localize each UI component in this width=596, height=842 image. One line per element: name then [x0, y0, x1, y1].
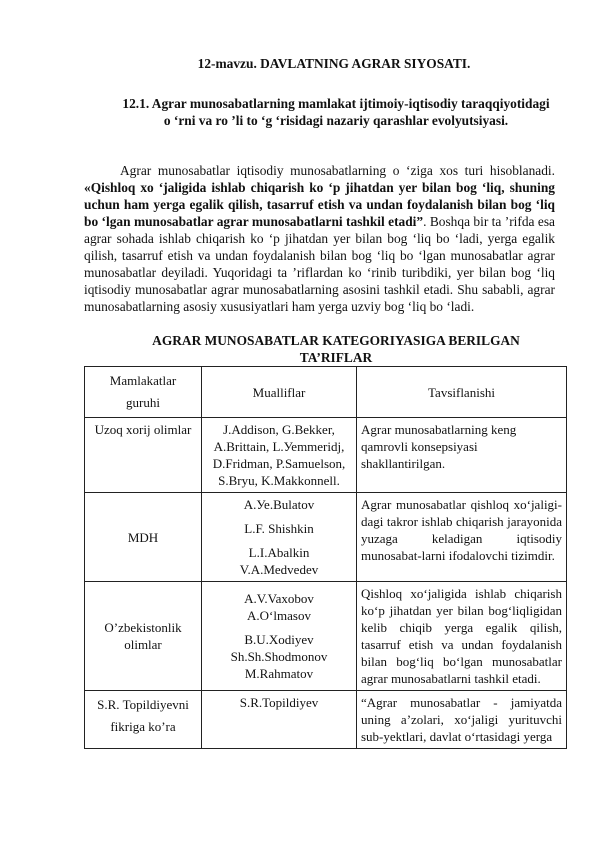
- author-name: V.A.Medvedev: [239, 562, 319, 577]
- paragraph-start: Agrar munosabatlar iqtisodiy munosabatlarning o ‘ziga xos turi hisoblanadi.: [120, 163, 555, 178]
- row-authors: [202, 493, 357, 582]
- table-header-row: [85, 367, 567, 418]
- author-name: L.I.Abalkin: [248, 545, 310, 560]
- author-name: A.V.Vaxobov: [244, 591, 314, 606]
- intro-paragraph: [84, 162, 555, 315]
- table-row: [85, 582, 567, 691]
- row-group: MDH: [85, 493, 202, 582]
- row-description: “Agrar munosabatlar - jamiyatda uning a’zolari, xo‘jaligi yurituvchi sub-yektlari, davlat o‘rtasidagi yerga: [357, 691, 567, 749]
- author-name: A.Уе.Bulatov: [243, 497, 315, 512]
- row-authors: [202, 582, 357, 691]
- page-heading: 12-mavzu. DAVLATNING AGRAR SIYOSATI.: [197, 56, 471, 71]
- table-row: [85, 691, 567, 749]
- author-name: A.O‘lmasov: [247, 608, 311, 623]
- row-group: Uzoq xorij olimlar: [85, 418, 202, 493]
- author-name: L.F. Shishkin: [244, 521, 314, 536]
- row-description: Agrar munosabatlarning keng qamrovli konsepsiyasi shakllantirilgan.: [357, 418, 567, 493]
- header-country-group-line2: guruhi: [126, 395, 160, 410]
- row-group: [85, 691, 202, 749]
- author-name: Sh.Sh.Shodmonov: [230, 649, 328, 664]
- row-group: O’zbekistonlik olimlar: [85, 582, 202, 691]
- definitions-table: [84, 366, 567, 749]
- author-name: B.U.Xodiyev: [244, 632, 314, 647]
- section-subheading: 12.1. Agrar munosabatlarning mamlakat ijtimoiy-iqtisodiy taraqqiyotidagi o ‘rni va ro ’li to ‘g ‘risidagi nazariy qarashlar evolyutsiyasi.: [122, 96, 550, 128]
- row-authors: S.R.Topildiyev: [202, 691, 357, 749]
- row-group-line2: fikriga ko’ra: [110, 719, 176, 734]
- paragraph-rest: . Boshqa bir ta ’rifda esa agrar sohada ishlab chiqarish ko ‘p jihatdan yer bilan bog ‘liq bo ‘ladi, yerga egalik qilish, tasarruf etish va undan foydalanish bilan bog ‘liq bo ‘lgan munosabatlar agrar munosabatlar deyiladi. Yuqoridagi ta ’riflardan ko ‘rinib turibdiki, yer bilan bog ‘liq iqtisodiy munosabatlar agrar munosabatlarning asosini tashkil etadi. Shu sababli, agrar munosabatlarning asosiy xususiyatlari ham yerga uzviy bog ‘liq bo ‘ladi.: [84, 214, 555, 314]
- author-name: M.Rahmatov: [244, 666, 314, 681]
- header-country-group-line1: Mamlakatlar: [109, 373, 177, 388]
- paragraph-definition-bold: «Qishloq xo ‘jaligida ishlab chiqarish ko ‘p jihatdan yer bilan bog ‘liq, shuning uchun ham yerga egalik qilish, tasarruf etish va undan foydalanish bilan bog ‘liq bo ‘lgan munosabatlar agrar munosabatlarni tashkil etadi”: [84, 180, 555, 229]
- row-description: Agrar munosabatlar qishloq xo‘jaligi-dagi takror ishlab chiqarish jarayonida yuzaga keladigan iqtisodiy munosabat-larni ifodalovchi tizimdir.: [357, 493, 567, 582]
- row-description: Qishloq xo‘jaligida ishlab chiqarish ko‘p jihatdan yer bilan bog‘liqligidan kelib chiqib yerga egalik qilish, tasarruf etish va undan foydalanish bilan bog‘liq bo‘lgan munosabatlar agrar munosabatlarni tashkil etadi.: [357, 582, 567, 691]
- table-row: [85, 418, 567, 493]
- table-caption: AGRAR MUNOSABATLAR KATEGORIYASIGA BERILGAN TA’RIFLAR: [152, 333, 520, 365]
- header-country-group: [85, 367, 202, 418]
- header-authors: Mualliflar: [202, 367, 357, 418]
- row-group-line1: S.R. Topildiyevni: [97, 697, 189, 712]
- table-row: [85, 493, 567, 582]
- header-description: Tavsiflanishi: [357, 367, 567, 418]
- row-authors: J.Addison, G.Bekker, A.Brittain, L.Уеmmеridj, D.Fridman, P.Samuelson, S.Bryu, K.Makkonnell.: [202, 418, 357, 493]
